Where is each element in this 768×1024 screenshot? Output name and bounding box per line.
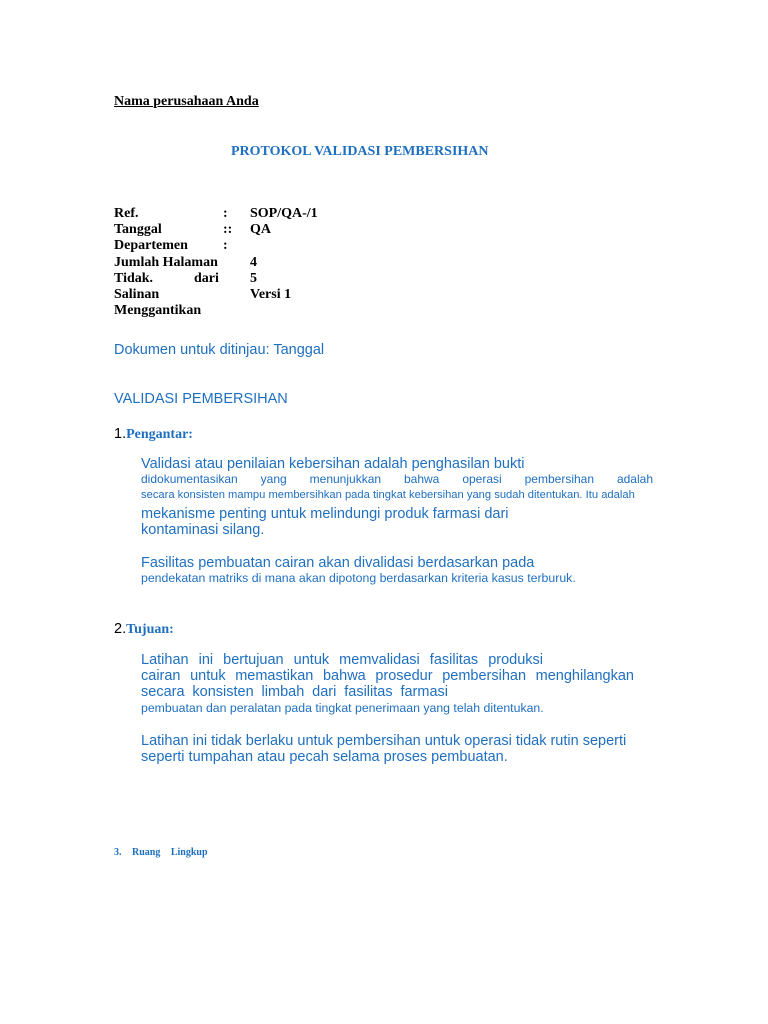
meta-label-tidak: Tidak.	[114, 271, 154, 286]
section-1-heading	[114, 425, 193, 443]
paragraph-line: Latihan ini bertujuan untuk memvalidasi fasilitas produksi	[141, 652, 543, 668]
section-1-number: 1.	[114, 426, 127, 442]
meta-label-salinan: Salinan	[114, 287, 160, 302]
paragraph-line: Fasilitas pembuatan cairan akan divalidasi berdasarkan pada	[141, 555, 535, 571]
meta-value-ref: SOP/QA-/1	[250, 206, 318, 221]
paragraph-line: Validasi atau penilaian kebersihan adalah penghasilan bukti	[141, 456, 525, 472]
meta-sep-tanggal: ::	[223, 222, 233, 237]
paragraph-line: didokumentasikan yang menunjukkan bahwa operasi pembersihan adalah	[141, 472, 653, 486]
paragraph-line: secara konsisten limbah dari fasilitas farmasi	[141, 684, 448, 700]
paragraph-line: mekanisme penting untuk melindungi produk farmasi dari	[141, 506, 509, 522]
meta-sep-tidak: dari	[194, 271, 219, 286]
meta-label-menggantikan: Menggantikan	[114, 303, 202, 318]
company-name: Nama perusahaan Anda	[114, 94, 259, 109]
review-line: Dokumen untuk ditinjau: Tanggal	[114, 342, 325, 358]
meta-value-jumlah-halaman: 4	[250, 255, 257, 270]
meta-label-jumlah-halaman: Jumlah Halaman	[114, 255, 218, 270]
meta-sep-departemen: :	[223, 238, 228, 253]
section-2-heading	[114, 620, 174, 638]
paragraph-line: cairan untuk memastikan bahwa prosedur pembersihan menghilangkan	[141, 668, 634, 684]
section-1-title: Pengantar:	[126, 427, 193, 442]
section-3-number: 3.	[114, 847, 122, 858]
meta-label-departemen: Departemen	[114, 238, 188, 253]
meta-value-salinan: Versi 1	[250, 287, 292, 302]
paragraph-line: Latihan ini tidak berlaku untuk pembersihan untuk operasi tidak rutin seperti	[141, 733, 627, 749]
meta-value-tidak: 5	[250, 271, 257, 286]
document-title: PROTOKOL VALIDASI PEMBERSIHAN	[231, 144, 489, 159]
section-2-title: Tujuan:	[126, 622, 174, 637]
meta-label-ref: Ref.	[114, 206, 139, 221]
paragraph-line: kontaminasi silang.	[141, 522, 265, 538]
paragraph-line: pembuatan dan peralatan pada tingkat penerimaan yang telah ditentukan.	[141, 701, 544, 715]
section-2-number: 2.	[114, 621, 127, 637]
meta-sep-ref: :	[223, 206, 228, 221]
section-3-title: Ruang Lingkup	[132, 847, 208, 858]
section-heading: VALIDASI PEMBERSIHAN	[114, 391, 288, 407]
section-3-heading	[114, 847, 208, 858]
paragraph-line: secara konsisten mampu membersihkan pada tingkat kebersihan yang sudah ditentukan. Itu adalah	[141, 489, 635, 501]
paragraph-line: pendekatan matriks di mana akan dipotong berdasarkan kriteria kasus terburuk.	[141, 571, 576, 585]
paragraph-line: seperti tumpahan atau pecah selama proses pembuatan.	[141, 749, 508, 765]
meta-value-tanggal: QA	[250, 222, 271, 237]
meta-label-tanggal: Tanggal	[114, 222, 162, 237]
